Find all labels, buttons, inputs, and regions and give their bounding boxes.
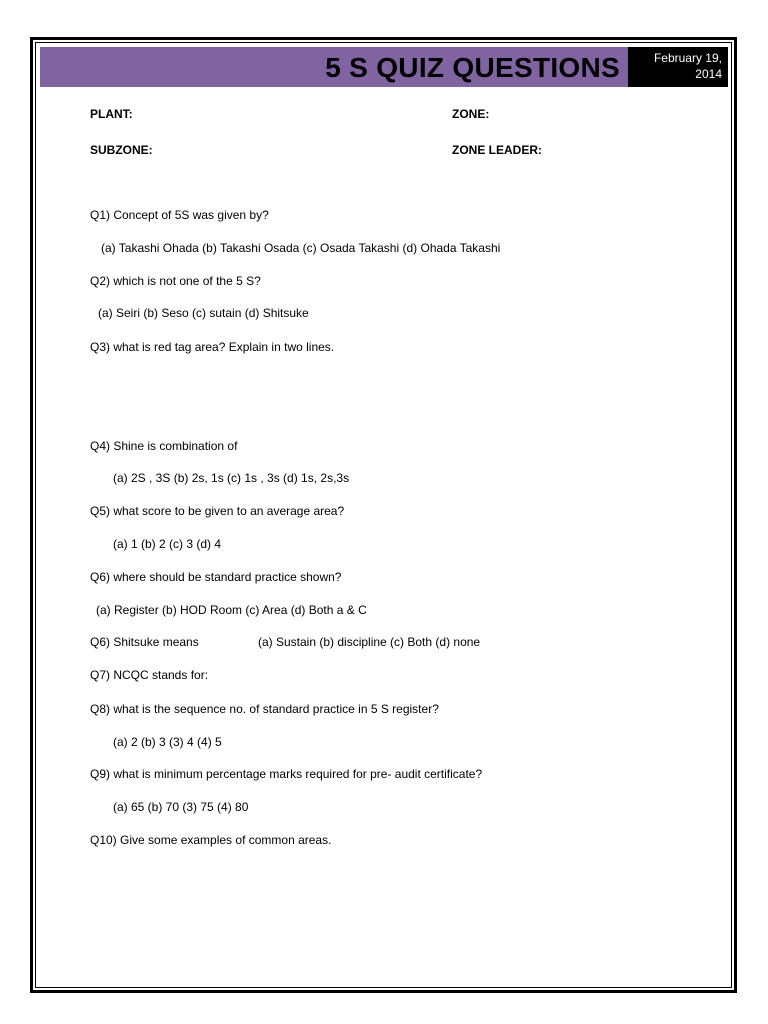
question-6: Q6) where should be standard practice shown? <box>90 570 342 584</box>
options-6b: (a) Sustain (b) discipline (c) Both (d) none <box>258 635 481 649</box>
question-3: Q3) what is red tag area? Explain in two lines. <box>90 340 335 354</box>
question-9: Q9) what is minimum percentage marks required for pre- audit certificate? <box>90 767 483 781</box>
header-date <box>628 47 728 87</box>
plant-label: PLANT: <box>90 107 133 121</box>
question-8: Q8) what is the sequence no. of standard practice in 5 S register? <box>90 702 439 716</box>
question-1: Q1) Concept of 5S was given by? <box>90 208 269 222</box>
options-2: (a) Seiri (b) Seso (c) sutain (d) Shitsuke <box>98 306 309 320</box>
options-9: (a) 65 (b) 70 (3) 75 (4) 80 <box>113 800 249 814</box>
options-5: (a) 1 (b) 2 (c) 3 (d) 4 <box>113 537 222 551</box>
date-line-1: February 19, <box>653 51 722 65</box>
question-4: Q4) Shine is combination of <box>90 439 238 453</box>
options-8: (a) 2 (b) 3 (3) 4 (4) 5 <box>113 735 222 749</box>
question-10: Q10) Give some examples of common areas. <box>90 833 332 847</box>
subzone-label: SUBZONE: <box>90 143 153 157</box>
question-5: Q5) what score to be given to an average area? <box>90 504 345 518</box>
page-title: 5 S QUIZ QUESTIONS <box>325 52 620 83</box>
question-6b: Q6) Shitsuke means <box>90 635 199 649</box>
zone-label: ZONE: <box>452 107 490 121</box>
question-2: Q2) which is not one of the 5 S? <box>90 274 261 288</box>
options-1: (a) Takashi Ohada (b) Takashi Osada (c) Osada Takashi (d) Ohada Takashi <box>101 241 501 255</box>
question-7: Q7) NCQC stands for: <box>90 668 209 682</box>
zone-leader-label: ZONE LEADER: <box>452 143 542 157</box>
date-line-2: 2014 <box>695 67 722 81</box>
options-4: (a) 2S , 3S (b) 2s, 1s (c) 1s , 3s (d) 1s, 2s,3s <box>113 471 350 485</box>
options-6: (a) Register (b) HOD Room (c) Area (d) Both a & C <box>96 603 367 617</box>
